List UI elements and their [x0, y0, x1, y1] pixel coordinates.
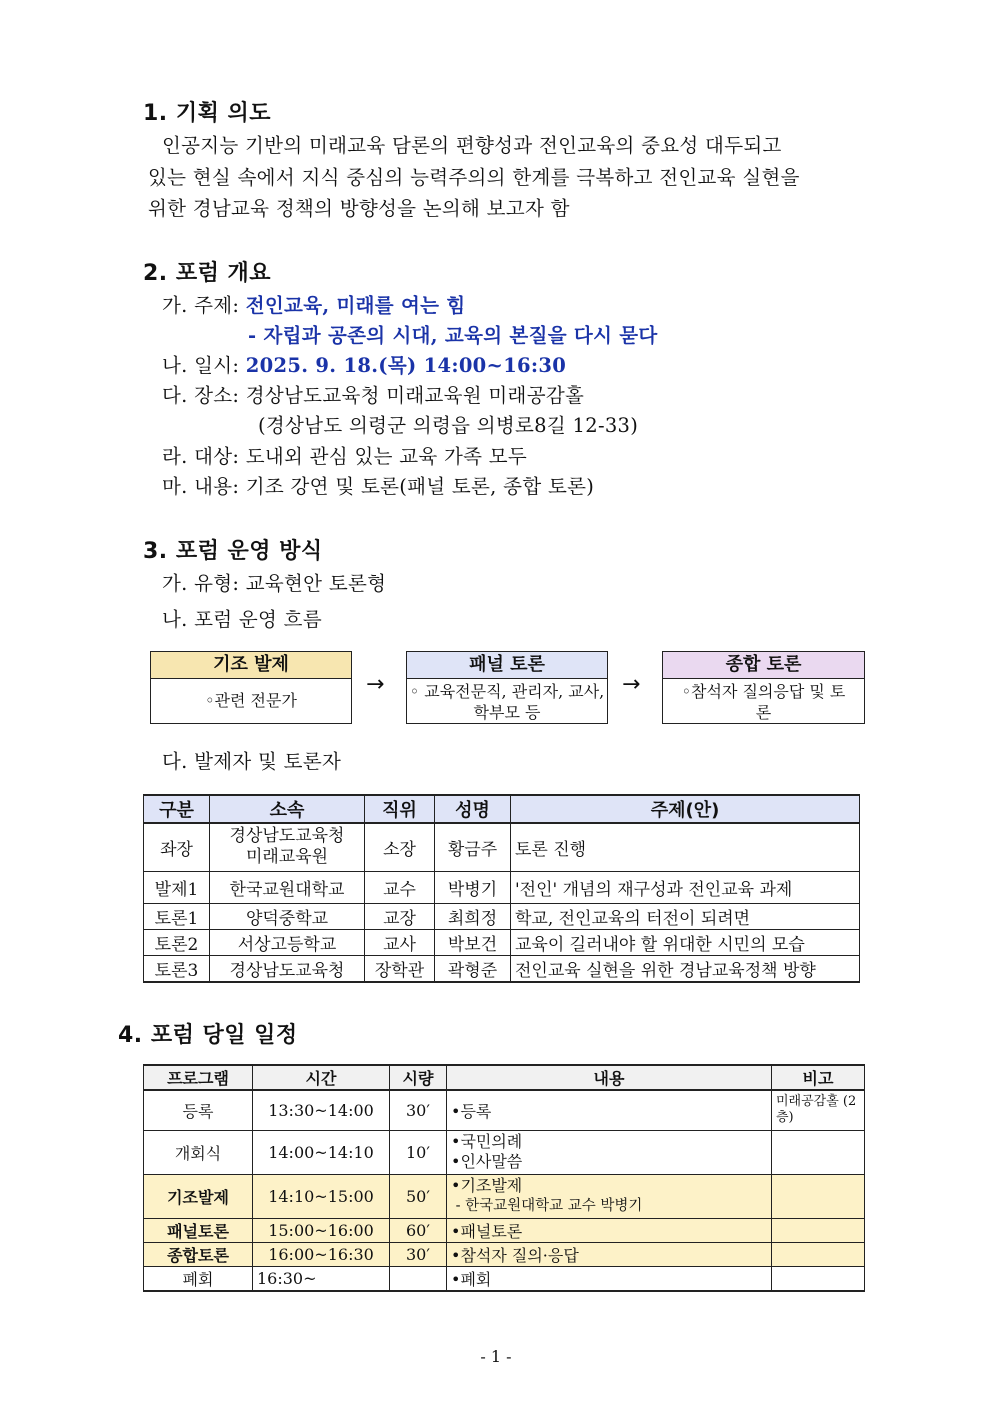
col-header-content: 내용	[447, 1065, 772, 1090]
page-number: - 1 -	[480, 1347, 512, 1366]
cell-position: 교사	[365, 929, 435, 955]
speakers-header-row	[144, 795, 860, 823]
cell-name: 최희정	[435, 903, 511, 929]
purpose-line-1: 인공지능 기반의 미래교육 담론의 편향성과 전인교육의 중요성 대두되고	[162, 134, 782, 157]
forum-address: (경상남도 의령군 의령읍 의병로8길 12-33)	[258, 414, 639, 437]
cell-content: •폐회	[447, 1266, 772, 1291]
flow-head-keynote: 기조 발제	[151, 652, 351, 679]
cell-note	[772, 1242, 865, 1266]
table-row	[144, 903, 860, 929]
forum-content: 마. 내용: 기조 강연 및 토론(패널 토론, 종합 토론)	[162, 475, 595, 498]
content-line: •기조발제	[451, 1176, 523, 1195]
cell-note	[772, 1174, 865, 1218]
cell-duration: 10′	[390, 1130, 447, 1174]
cell-division: 토론2	[144, 929, 210, 955]
content-line: •국민의례	[451, 1132, 523, 1151]
cell-topic: 학교, 전인교육의 터전이 되려면	[511, 903, 860, 929]
cell-time: 16:00~16:30	[253, 1242, 390, 1266]
cell-program: 개회식	[144, 1130, 253, 1174]
flow-box-panel	[406, 651, 608, 724]
cell-division: 토론1	[144, 903, 210, 929]
col-header-note: 비고	[772, 1065, 865, 1090]
forum-subtheme: - 자립과 공존의 시대, 교육의 본질을 다시 묻다	[248, 324, 658, 347]
col-header-name: 성명	[435, 795, 511, 823]
cell-time: 14:00~14:10	[253, 1130, 390, 1174]
cell-topic: 교육이 길러내야 할 위대한 시민의 모습	[511, 929, 860, 955]
purpose-line-2: 있는 현실 속에서 지식 중심의 능력주의의 한계를 극복하고 전인교육 실현을	[148, 166, 800, 189]
cell-content: •패널토론	[447, 1218, 772, 1242]
cell-affiliation: 양덕중학교	[210, 903, 365, 929]
cell-topic: '전인' 개념의 재구성과 전인교육 과제	[511, 871, 860, 903]
cell-program: 패널토론	[144, 1218, 253, 1242]
cell-duration: 30′	[390, 1242, 447, 1266]
cell-topic: 토론 진행	[511, 823, 860, 871]
cell-content	[447, 1130, 772, 1174]
cell-note	[772, 1218, 865, 1242]
speakers-label: 다. 발제자 및 토론자	[162, 750, 342, 773]
section-3-title: 3. 포럼 운영 방식	[143, 539, 323, 564]
col-header-division: 구분	[144, 795, 210, 823]
schedule-table	[143, 1064, 865, 1292]
table-row	[144, 1242, 865, 1266]
cell-position: 교장	[365, 903, 435, 929]
cell-time: 14:10~15:00	[253, 1174, 390, 1218]
table-row	[144, 1090, 865, 1130]
theme-label: 가. 주제:	[162, 294, 246, 317]
forum-type: 가. 유형: 교육현안 토론형	[162, 572, 387, 595]
col-header-position: 직위	[365, 795, 435, 823]
cell-name: 박병기	[435, 871, 511, 903]
cell-duration: 60′	[390, 1218, 447, 1242]
cell-division: 좌장	[144, 823, 210, 871]
cell-division: 토론3	[144, 955, 210, 982]
flow-body-general: ◦참석자 질의응답 및 토론	[681, 682, 846, 722]
flow-box-general	[662, 651, 865, 724]
cell-position: 장학관	[365, 955, 435, 982]
flow-label: 나. 포럼 운영 흐름	[162, 608, 322, 631]
flow-box-keynote	[150, 651, 352, 724]
table-row	[144, 929, 860, 955]
table-row	[144, 823, 860, 871]
cell-position: 교수	[365, 871, 435, 903]
col-header-program: 프로그램	[144, 1065, 253, 1090]
flow-head-panel: 패널 토론	[407, 652, 607, 679]
flow-body-panel: ◦ 교육전문직, 관리자, 교사, 학부모 등	[409, 682, 605, 722]
cell-duration: 50′	[390, 1174, 447, 1218]
cell-duration: 30′	[390, 1090, 447, 1130]
table-row	[144, 1174, 865, 1218]
col-header-duration: 시량	[390, 1065, 447, 1090]
col-header-topic: 주제(안)	[511, 795, 860, 823]
cell-affiliation: 서상고등학교	[210, 929, 365, 955]
cell-name: 황금주	[435, 823, 511, 871]
date-value: 2025. 9. 18.(목) 14:00~16:30	[245, 354, 567, 377]
cell-content	[447, 1174, 772, 1218]
section-2-title: 2. 포럼 개요	[143, 261, 271, 286]
flow-arrow-1: →	[366, 672, 385, 697]
cell-program: 기조발제	[144, 1174, 253, 1218]
cell-time: 13:30~14:00	[253, 1090, 390, 1130]
cell-affiliation: 한국교원대학교	[210, 871, 365, 903]
content-line: - 한국교원대학교 교수 박병기	[451, 1198, 643, 1214]
cell-name: 곽형준	[435, 955, 511, 982]
schedule-header-row	[144, 1065, 865, 1090]
section-1-title: 1. 기획 의도	[143, 101, 271, 126]
flow-arrow-2: →	[622, 672, 641, 697]
forum-theme	[162, 290, 466, 318]
cell-note	[772, 1130, 865, 1174]
cell-affiliation: 경상남도교육청 미래교육원	[210, 823, 365, 871]
cell-division: 발제1	[144, 871, 210, 903]
flow-head-general: 종합 토론	[663, 652, 864, 679]
table-row	[144, 871, 860, 903]
speakers-table	[143, 794, 860, 983]
section-4-title: 4. 포럼 당일 일정	[118, 1023, 298, 1048]
cell-position: 소장	[365, 823, 435, 871]
forum-date	[162, 350, 566, 378]
col-header-time: 시간	[253, 1065, 390, 1090]
forum-target: 라. 대상: 도내외 관심 있는 교육 가족 모두	[162, 445, 528, 468]
cell-program: 등록	[144, 1090, 253, 1130]
cell-time: 15:00~16:00	[253, 1218, 390, 1242]
col-header-affiliation: 소속	[210, 795, 365, 823]
cell-affiliation: 경상남도교육청	[210, 955, 365, 982]
theme-value: 전인교육, 미래를 여는 힘	[245, 294, 466, 317]
date-label: 나. 일시:	[162, 354, 246, 377]
table-row	[144, 1130, 865, 1174]
cell-note: 미래공감홀 (2층)	[772, 1090, 865, 1130]
purpose-line-3: 위한 경남교육 정책의 방향성을 논의해 보고자 함	[148, 197, 570, 220]
cell-content: •등록	[447, 1090, 772, 1130]
cell-name: 박보건	[435, 929, 511, 955]
table-row	[144, 1266, 865, 1291]
cell-program: 종합토론	[144, 1242, 253, 1266]
cell-time: 16:30~	[253, 1266, 390, 1291]
cell-note	[772, 1266, 865, 1291]
flow-body-keynote: ◦관련 전문가	[205, 691, 297, 710]
cell-content: •참석자 질의·응답	[447, 1242, 772, 1266]
table-row	[144, 955, 860, 982]
cell-program: 폐회	[144, 1266, 253, 1291]
cell-duration	[390, 1266, 447, 1291]
forum-place: 다. 장소: 경상남도교육청 미래교육원 미래공감홀	[162, 384, 585, 407]
content-line: •인사말씀	[451, 1152, 523, 1171]
table-row	[144, 1218, 865, 1242]
cell-topic: 전인교육 실현을 위한 경남교육정책 방향	[511, 955, 860, 982]
